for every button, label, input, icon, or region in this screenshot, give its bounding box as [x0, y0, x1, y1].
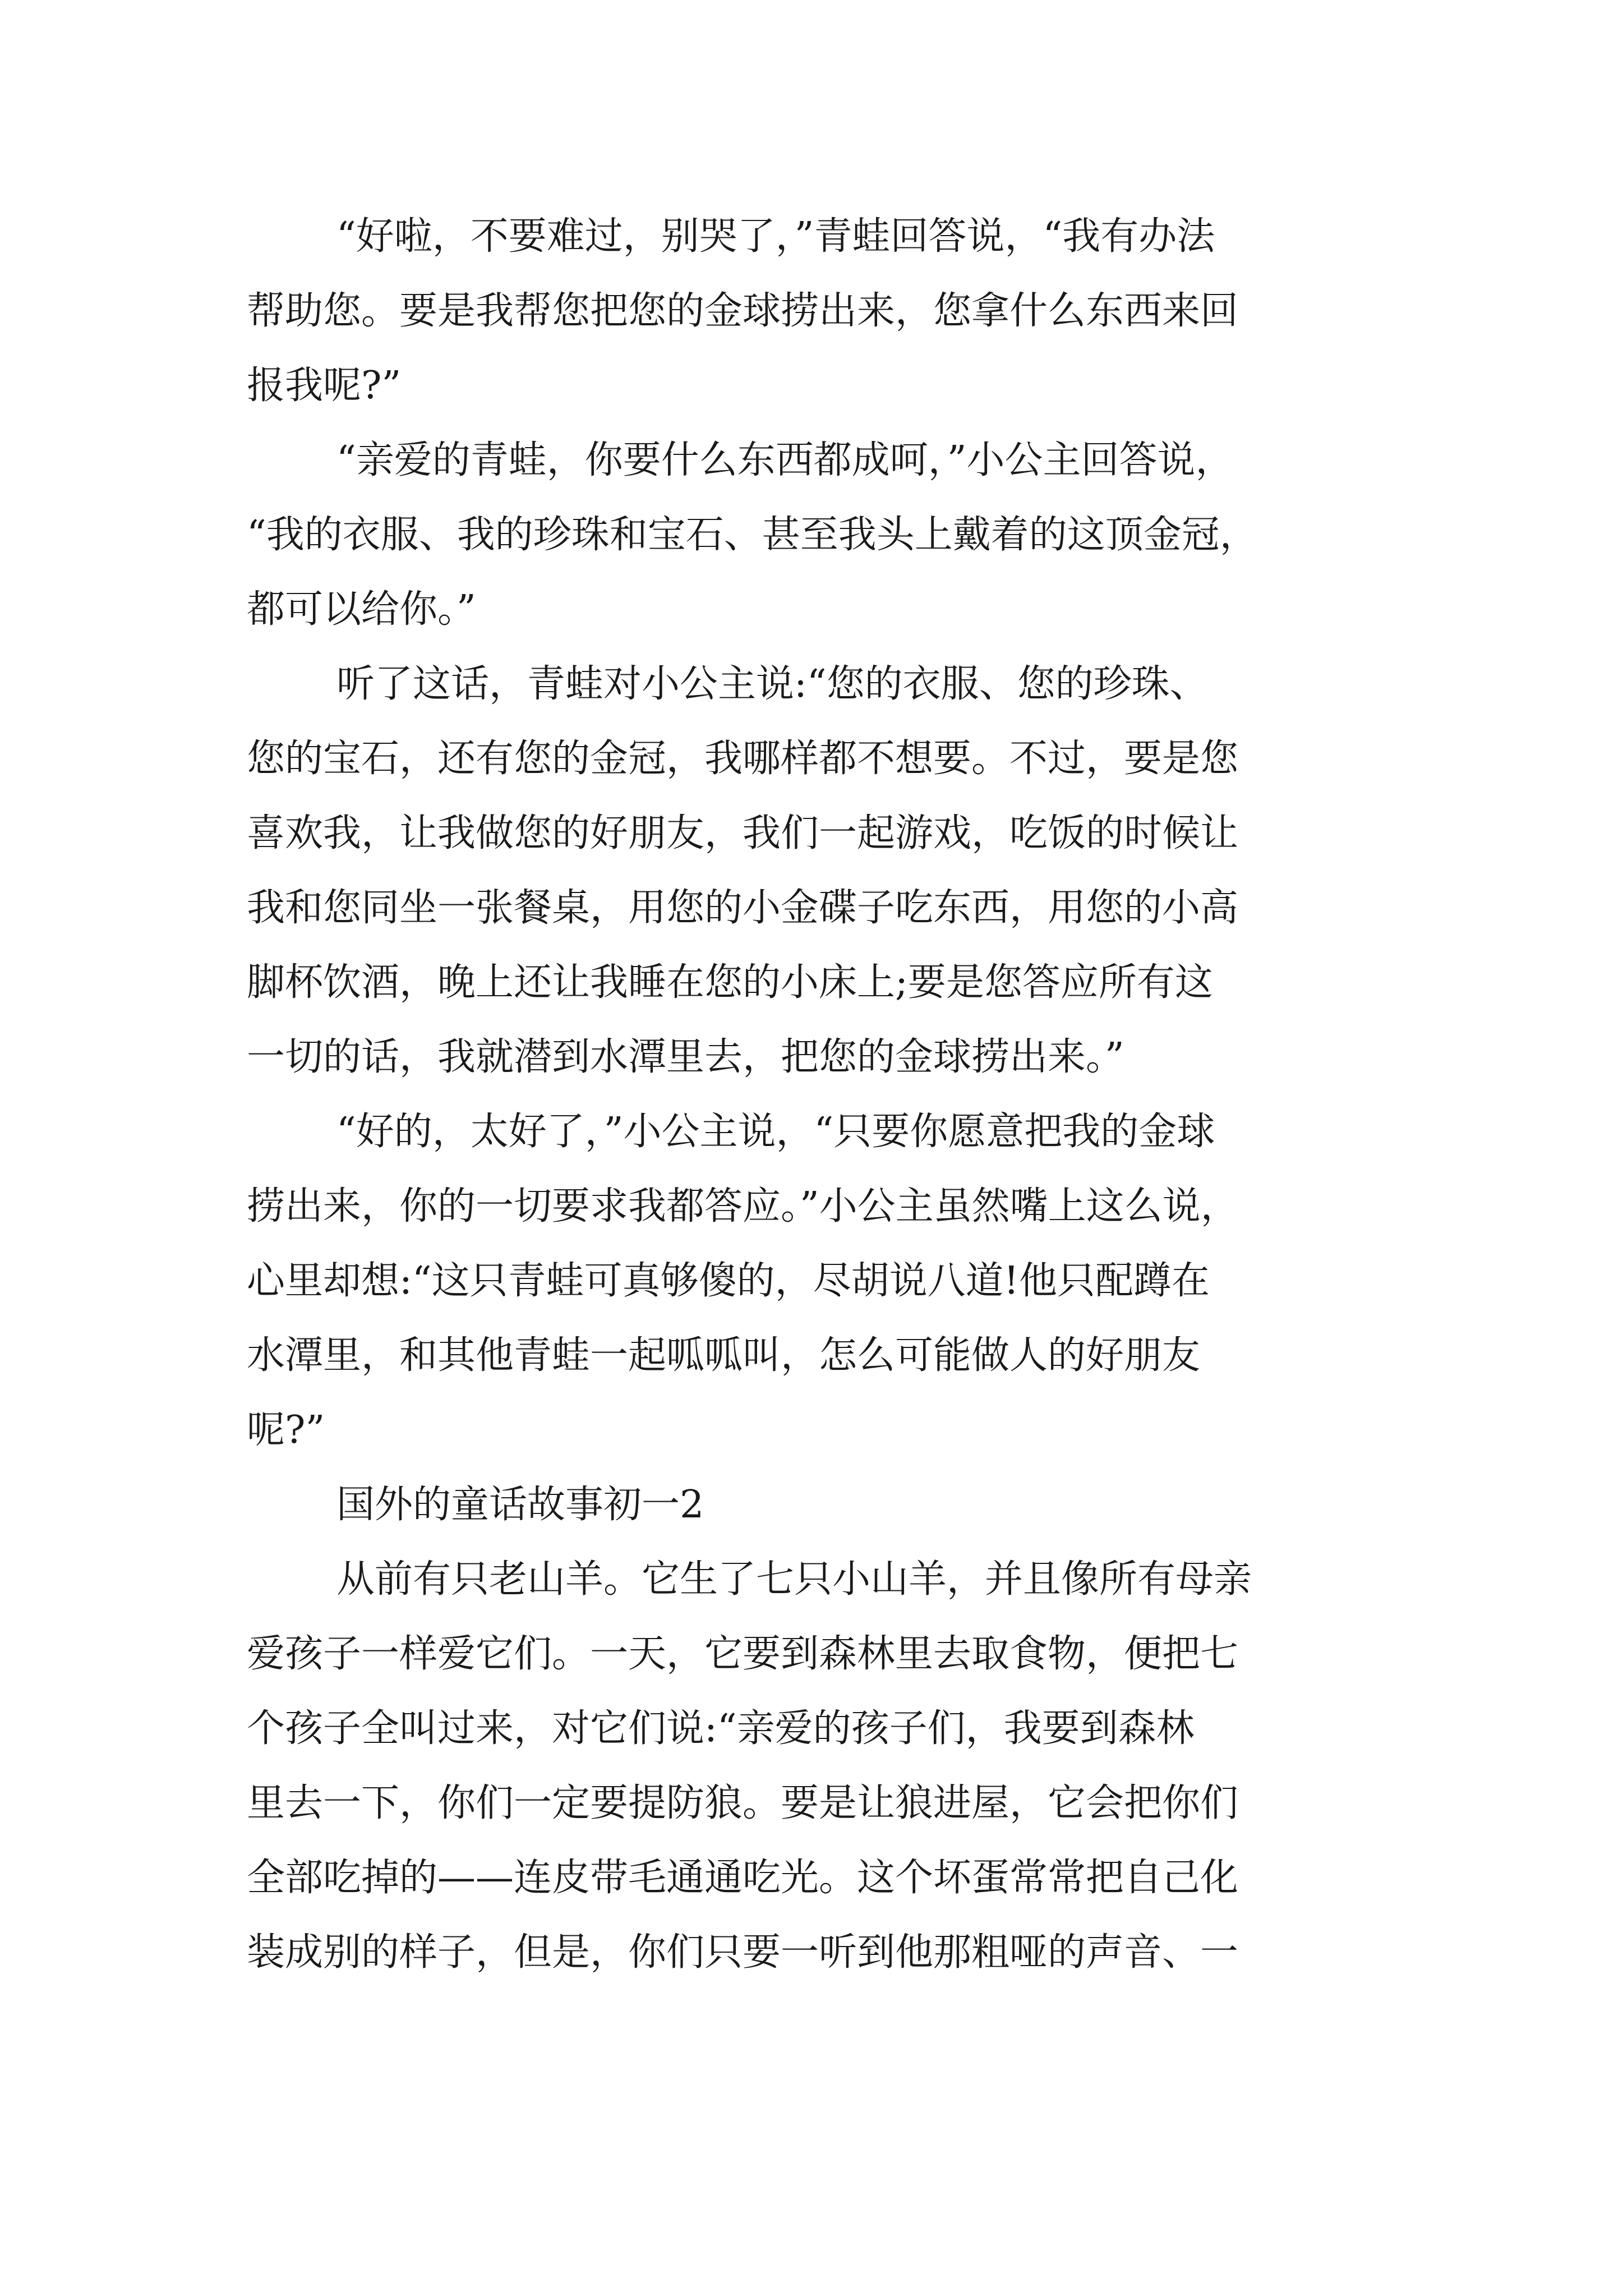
section-heading: 国外的童话故事初一2 — [336, 1483, 704, 1527]
paragraph-princess-agree: “好的，太好了，”小公主说，“只要你愿意把我的金球 捞出来，你的一切要求我都答应。”小公主虽然嘴上这么说， 心里却想:“这只青蛙可真够傻的，尽胡说八道!他只配蹲在 水潭里，和其他青蛙一起呱呱叫，怎么可能做人的好朋友 呢?” — [247, 1110, 1239, 1452]
body-text — [247, 199, 1419, 1990]
paragraph-princess-offer: “亲爱的青蛙，你要什么东西都成呵，”小公主回答说， “我的衣服、我的珍珠和宝石、甚至我头上戴着的这顶金冠， 都可以给你。” — [247, 438, 1258, 632]
paragraph-frog-request: 听了这话，青蛙对小公主说:“您的衣服、您的珍珠、 您的宝石，还有您的金冠，我哪样都不想要。不过，要是您 喜欢我，让我做您的好朋友，我们一起游戏，吃饭的时候让 我和您同坐一张餐桌，用您的小金碟子吃东西，用您的小高 脚杯饮酒，晚上还让我睡在您的小床上;要是您答应所有这 一切的话，我就潜到水潭里去，把您的金球捞出来。” — [247, 662, 1239, 1079]
paragraph-frog-reply: “好啦，不要难过，别哭了，”青蛙回答说，“我有办法 帮助您。要是我帮您把您的金球捞出来，您拿什么东西来回 报我呢?” — [247, 214, 1239, 408]
paragraph-goat-story: 从前有只老山羊。它生了七只小山羊，并且像所有母亲 爱孩子一样爱它们。一天，它要到森林里去取食物，便把七 个孩子全叫过来，对它们说:“亲爱的孩子们，我要到森林 里去一下，你们一定要提防狼。要是让狼进屋，它会把你们 全部吃掉的——连皮带毛通通吃光。这个坏蛋常常把自己化 装成别的样子，但是，你们只要一听到他那粗哑的声音、一 — [247, 1557, 1252, 1975]
